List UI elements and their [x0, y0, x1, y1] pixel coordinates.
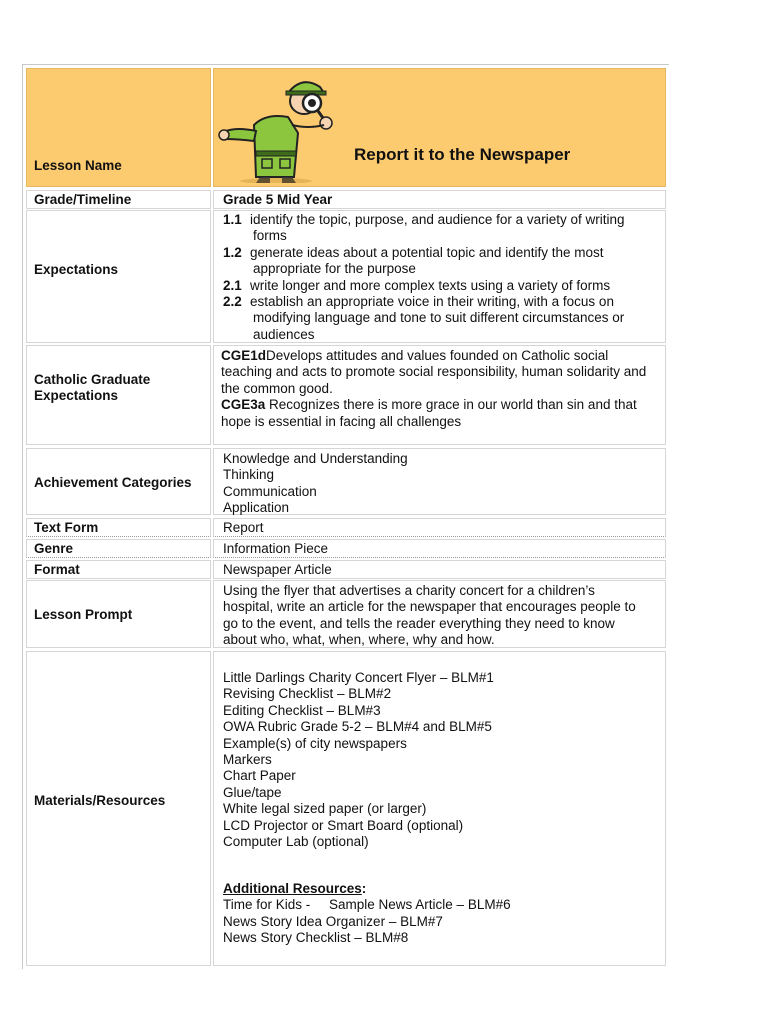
text-form-label: Text Form: [34, 520, 99, 535]
genre-label: Genre: [34, 541, 74, 556]
materials-cell: [213, 651, 666, 966]
list-item: White legal sized paper (or larger): [223, 801, 427, 817]
text-form-row: [26, 518, 666, 537]
materials-row: [26, 651, 666, 966]
materials-list: [223, 670, 494, 850]
achievement-cell: [213, 448, 666, 515]
lesson-prompt-text: Using the flyer that advertises a charity concert for a children’s hospital, write an article for the newspaper that encourages people to go to the event, and tells the reader everything they need to know about who, what, when, where, why and how.: [223, 583, 636, 648]
grade-label: Grade/Timeline: [34, 192, 132, 207]
format-label-cell: [26, 560, 211, 579]
grade-label-cell: [26, 190, 211, 209]
format-row: [26, 560, 666, 579]
achievement-list: [223, 451, 408, 517]
catholic-label: Catholic Graduate Expectations: [34, 372, 151, 403]
lesson-name-label-cell: [26, 68, 211, 187]
format-label: Format: [34, 562, 80, 577]
expectation-item: 2.2 establish an appropriate voice in their writing, with a focus on: [223, 294, 614, 310]
list-item: Markers: [223, 752, 272, 768]
cge-code: CGE1d: [221, 348, 267, 363]
materials-label-cell: [26, 651, 211, 966]
list-item: Computer Lab (optional): [223, 834, 369, 850]
list-item: Time for Kids - Sample News Article – BLM#6: [223, 897, 511, 913]
list-item: News Story Idea Organizer – BLM#7: [223, 913, 443, 929]
list-item: Example(s) of city newspapers: [223, 735, 407, 751]
cge-code: CGE3a: [221, 397, 266, 413]
grade-row: [26, 190, 666, 209]
list-item: Editing Checklist – BLM#3: [223, 702, 381, 718]
catholic-expectations-row: [26, 345, 666, 445]
format-value-cell: [213, 560, 666, 579]
grade-value: Grade 5 Mid Year: [223, 192, 333, 207]
format-value: Newspaper Article: [223, 562, 332, 577]
catholic-expectations-cell: [213, 345, 666, 445]
text-form-value: Report: [223, 520, 264, 535]
expectation-item-continued: appropriate for the purpose: [253, 261, 416, 277]
genre-value-cell: [213, 539, 666, 558]
list-item: Thinking: [223, 467, 275, 483]
list-item: Knowledge and Understanding: [223, 451, 408, 466]
achievement-label: Achievement Categories: [34, 475, 192, 490]
expectations-cell: [213, 210, 666, 343]
text-form-label-cell: [26, 518, 211, 537]
list-item: LCD Projector or Smart Board (optional): [223, 817, 464, 833]
materials-label: Materials/Resources: [34, 793, 166, 808]
expectation-item: 2.1 write longer and more complex texts using a variety of forms: [223, 277, 611, 293]
expectations-label-cell: [26, 210, 211, 343]
additional-resources-heading: Additional Resources:: [223, 881, 367, 896]
page-title: Report it to the Newspaper: [354, 145, 571, 164]
list-item: Revising Checklist – BLM#2: [223, 686, 392, 702]
lesson-name-label: Lesson Name: [34, 158, 122, 173]
additional-resources: [223, 881, 511, 947]
expectation-item-continued: forms: [253, 228, 287, 244]
expectations-row: [26, 210, 666, 343]
catholic-expectations-text: CGE1dDevelops attitudes and values founded on Catholic social teaching and acts to promote social responsibility, human solidarity and the common good. CGE3a Recognizes there is more grace in our world than sin and that hope is essential in facing all challenges: [221, 348, 647, 429]
lesson-prompt-label-cell: [26, 580, 211, 648]
genre-value: Information Piece: [223, 541, 329, 556]
text-form-value-cell: [213, 518, 666, 537]
lesson-name-row: [26, 68, 666, 187]
achievement-row: [26, 448, 666, 515]
list-item: News Story Checklist – BLM#8: [223, 930, 409, 946]
genre-label-cell: [26, 539, 211, 558]
lesson-prompt-label: Lesson Prompt: [34, 607, 133, 622]
achievement-label-cell: [26, 448, 211, 515]
expectations-label: Expectations: [34, 262, 119, 277]
expectations-list: [223, 212, 624, 343]
catholic-label-cell: [26, 345, 211, 445]
grade-value-cell: [213, 190, 666, 209]
expectation-item-continued: audiences: [253, 326, 315, 342]
expectation-item: 1.2 generate ideas about a potential topic and identify the most: [223, 244, 604, 260]
expectation-item-continued: modifying language and tone to suit different circumstances or: [253, 310, 625, 326]
genre-row: [26, 539, 666, 558]
list-item: Little Darlings Charity Concert Flyer – BLM#1: [223, 670, 494, 685]
list-item: Application: [223, 500, 290, 516]
lesson-title-cell: [213, 68, 666, 187]
detective-mascot-icon: [216, 73, 351, 183]
lesson-prompt-cell: [213, 580, 666, 648]
lesson-prompt-row: [26, 580, 666, 648]
expectation-item: 1.1 identify the topic, purpose, and audience for a variety of writing: [223, 212, 625, 227]
list-item: Communication: [223, 483, 317, 499]
list-item: OWA Rubric Grade 5-2 – BLM#4 and BLM#5: [223, 719, 492, 735]
list-item: Chart Paper: [223, 768, 296, 784]
list-item: Glue/tape: [223, 784, 282, 800]
